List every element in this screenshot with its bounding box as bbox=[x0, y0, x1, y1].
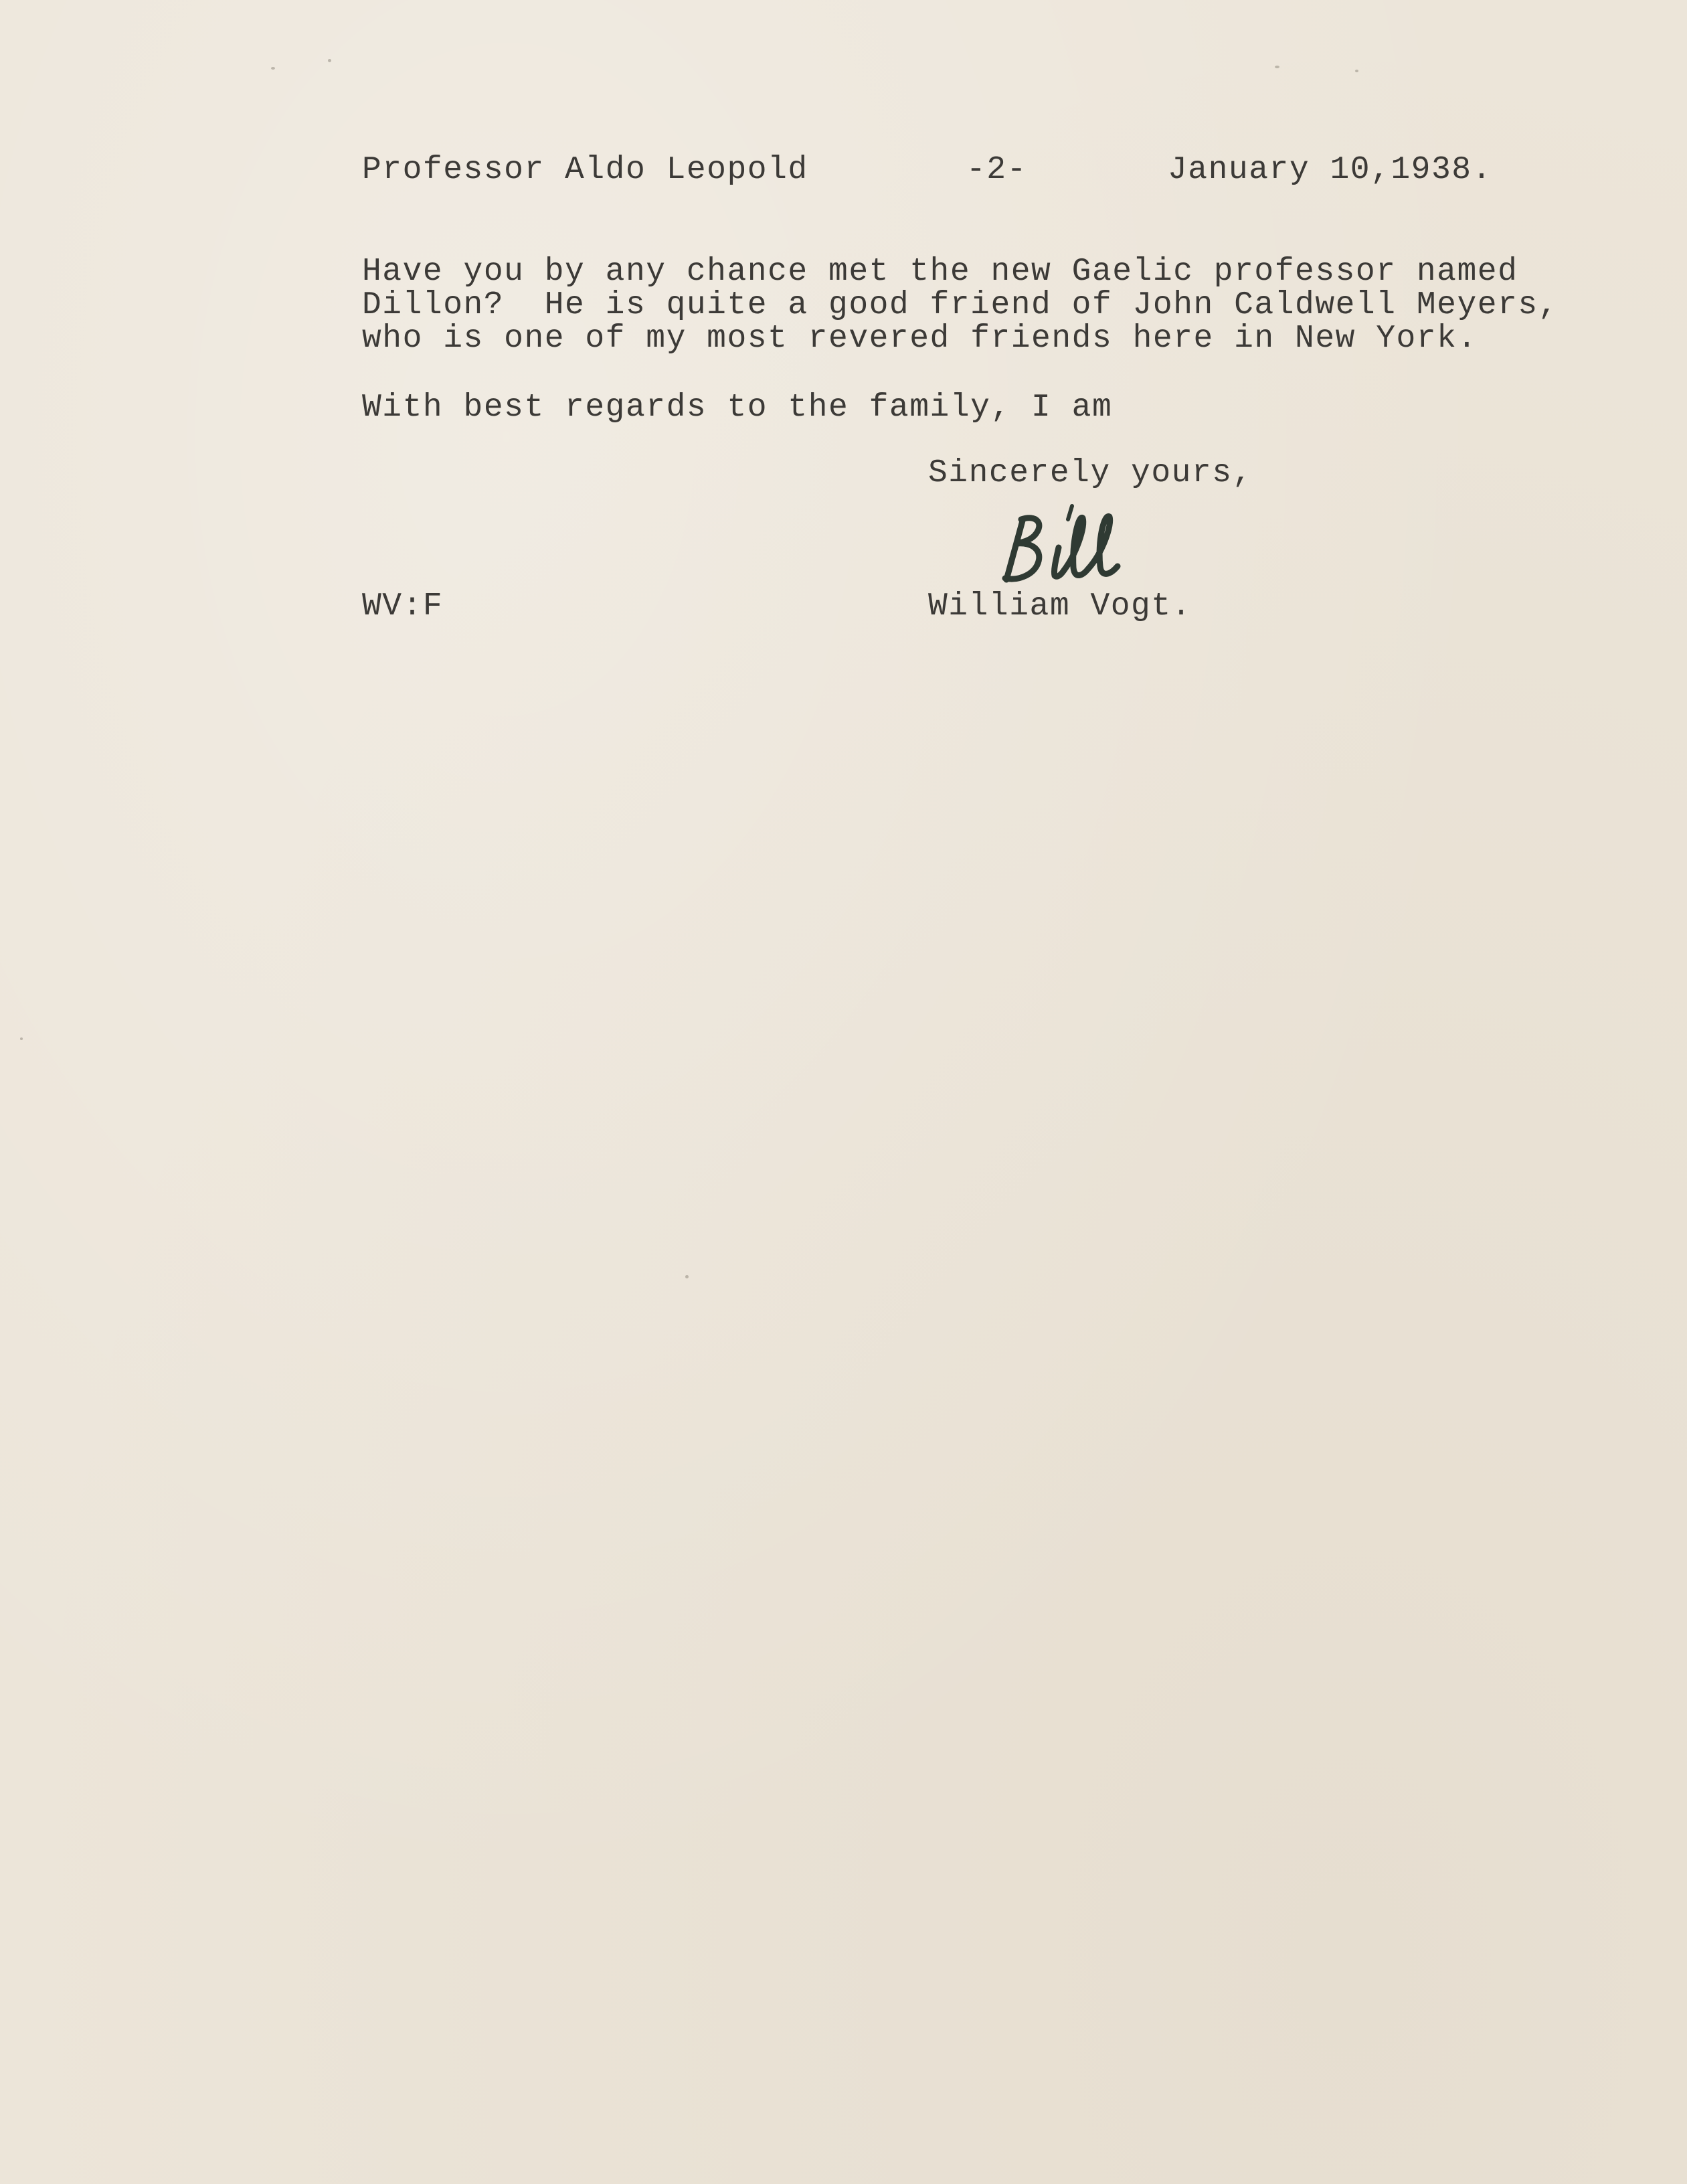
body-line: Dillon? He is quite a good friend of John Caldwell Meyers, bbox=[362, 287, 1559, 323]
paper-speck bbox=[1275, 66, 1279, 68]
handwritten-signature bbox=[997, 501, 1158, 588]
header-recipient: Professor Aldo Leopold bbox=[362, 152, 808, 188]
body-line: who is one of my most revered friends here in New York. bbox=[362, 321, 1478, 357]
paper-speck bbox=[685, 1275, 689, 1278]
typist-initials: WV:F bbox=[362, 588, 444, 624]
complimentary-close: Sincerely yours, bbox=[928, 455, 1253, 491]
closing-line: With best regards to the family, I am bbox=[362, 390, 1113, 426]
paper-speck bbox=[328, 59, 331, 62]
paper-speck bbox=[1355, 70, 1358, 72]
body-line: Have you by any chance met the new Gaelic professor named bbox=[362, 254, 1518, 290]
letter-date: January 10,1938. bbox=[1168, 152, 1492, 188]
signature-glyph bbox=[997, 501, 1158, 588]
paper-speck bbox=[271, 67, 275, 70]
page-number: -2- bbox=[966, 152, 1027, 188]
paper-speck bbox=[20, 1037, 23, 1040]
signer-name: William Vogt. bbox=[928, 588, 1192, 624]
